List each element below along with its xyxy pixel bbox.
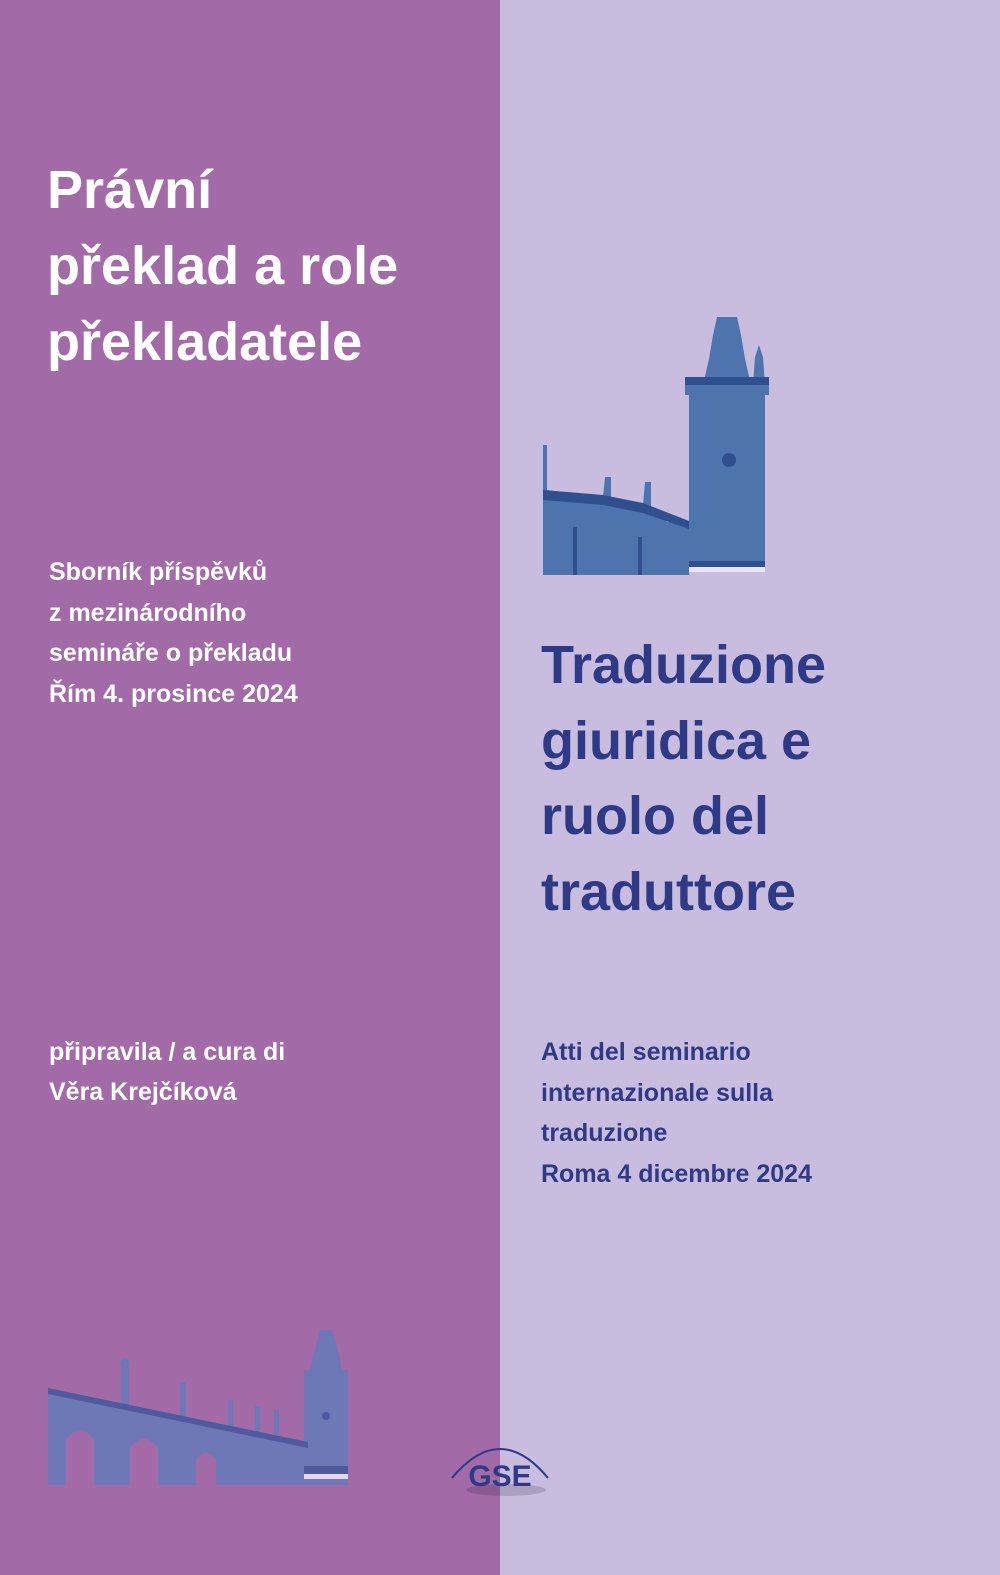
italian-title-line: giuridica e: [541, 710, 812, 771]
italian-title-line: Traduzione: [541, 635, 827, 695]
italian-title: [541, 628, 826, 930]
editor-credit-line: připravila / a cura di: [49, 1038, 286, 1066]
czech-subtitle: [49, 552, 298, 714]
czech-title-line: překlad a role: [47, 236, 399, 296]
italian-title-line: traduttore: [541, 861, 796, 922]
czech-title-line: překladatele: [47, 312, 363, 372]
publisher-logo-gse: [448, 1430, 552, 1500]
italian-subtitle-line: Roma 4 dicembre 2024: [541, 1159, 812, 1188]
editor-name: Věra Krejčíková: [49, 1078, 237, 1106]
italian-subtitle-line: traduzione: [541, 1119, 668, 1147]
italian-subtitle-line: internazionale sulla: [541, 1078, 774, 1107]
czech-subtitle-line: semináře o překladu: [49, 639, 293, 667]
czech-subtitle-line: Řím 4. prosince 2024: [49, 679, 298, 708]
czech-subtitle-line: z mezinárodního: [49, 598, 247, 627]
publisher-logo-text: GSE: [468, 1460, 532, 1493]
italian-subtitle: [541, 1032, 812, 1194]
editor-credit: [49, 1032, 285, 1112]
czech-title-line: Právní: [47, 160, 213, 220]
cathedral-tower-illustration-icon: [543, 315, 769, 577]
czech-title: [47, 152, 398, 380]
czech-subtitle-line: Sborník příspěvků: [49, 558, 268, 586]
italian-title-line: ruolo del: [541, 786, 769, 846]
italian-subtitle-line: Atti del seminario: [541, 1038, 751, 1066]
charles-bridge-illustration-icon: [48, 1330, 348, 1485]
